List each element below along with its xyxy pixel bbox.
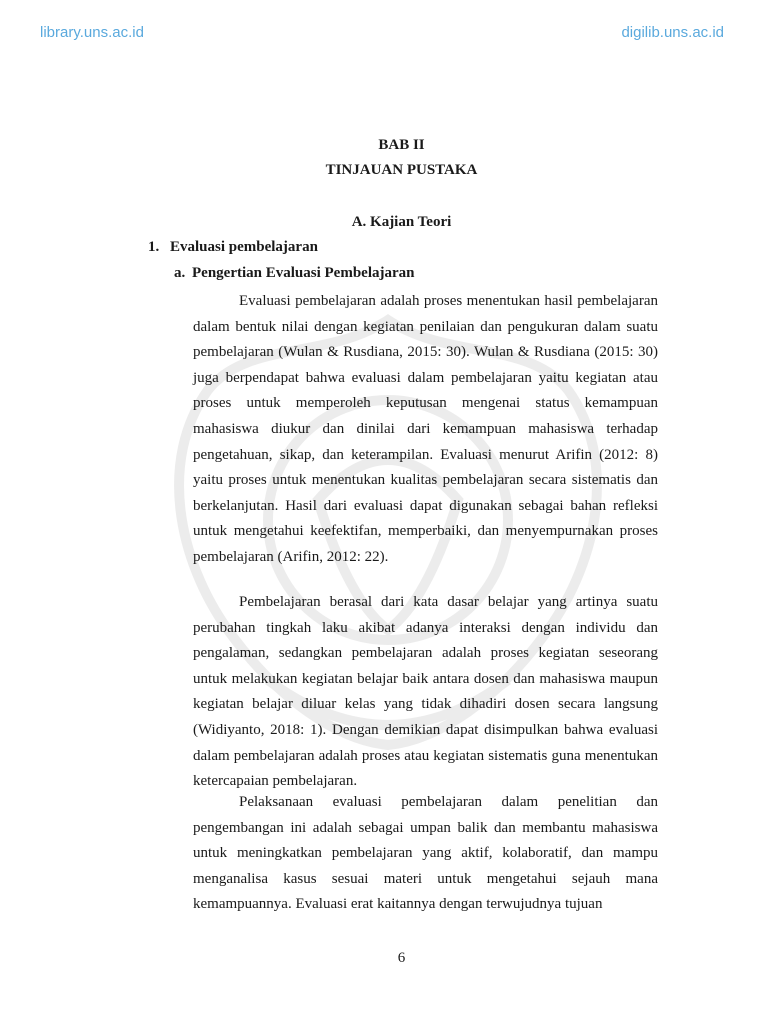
subsubsection-title: Pengertian Evaluasi Pembelajaran bbox=[192, 265, 415, 281]
paragraph: Pembelajaran berasal dari kata dasar belajar yang artinya suatu perubahan tingkah laku akibat adanya interaksi dengan individu dan pengalaman, sedangkan pembelajaran adalah proses kegiatan seseorang untuk melakukan kegiatan belajar baik antara dosen dan mahasiswa maupun kegiatan belajar diluar kelas yang tidak dihadiri dosen secara langsung (Widiyanto, 2018: 1). Dengan demikian dapat disimpulkan bahwa evaluasi dalam pembelajaran adalah proses atau kegiatan sistematis guna menentukan ketercapaian pembelajaran. bbox=[193, 594, 658, 790]
header-right-url[interactable]: digilib.uns.ac.id bbox=[621, 24, 724, 41]
chapter-label: BAB II bbox=[378, 137, 425, 153]
subsubsection-number: a. bbox=[174, 265, 186, 281]
section-title: A. Kajian Teori bbox=[351, 214, 452, 230]
header-left-url[interactable]: library.uns.ac.id bbox=[40, 24, 144, 41]
paragraph: Evaluasi pembelajaran adalah proses menentukan hasil pembelajaran dalam bentuk nilai dengan kegiatan penilaian dan pengukuran dalam suatu pembelajaran (Wulan & Rusdiana, 2015: 30). Wulan & Rusdiana (2015: 30) juga berpendapat bahwa evaluasi dalam pembelajaran yaitu kegiatan atau proses untuk memperoleh keputusan mengenai status kemampuan mahasiswa diukur dan dinilai dari kemampuan mahasiswa terhadap pengetahuan, sikap, dan keterampilan. Evaluasi menurut Arifin (2012: 8) yaitu proses untuk menentukan kualitas pembelajaran secara sistematis dan berkelanjutan. Hasil dari evaluasi dapat digunakan sebagai bahan refleksi untuk mengetahui keefektifan, memperbaiki, dan menyempurnakan proses pembelajaran (Arifin, 2012: 22). bbox=[193, 293, 658, 565]
page-number: 6 bbox=[397, 950, 406, 966]
paragraph: Pelaksanaan evaluasi pembelajaran dalam penelitian dan pengembangan ini adalah sebagai umpan balik dan membantu mahasiswa untuk meningkatkan pembelajaran yang aktif, kolaboratif, dan mampu menganalisa kasus sesuai materi untuk mengetahui sejauh mana kemampuannya. Evaluasi erat kaitannya dengan terwujudnya tujuan bbox=[193, 794, 658, 913]
subsection-number: 1. bbox=[148, 239, 160, 255]
subsubsection-heading bbox=[174, 265, 414, 282]
subsection-title: Evaluasi pembelajaran bbox=[170, 239, 318, 255]
subsection-heading bbox=[148, 239, 318, 256]
chapter-title: TINJAUAN PUSTAKA bbox=[325, 162, 478, 178]
